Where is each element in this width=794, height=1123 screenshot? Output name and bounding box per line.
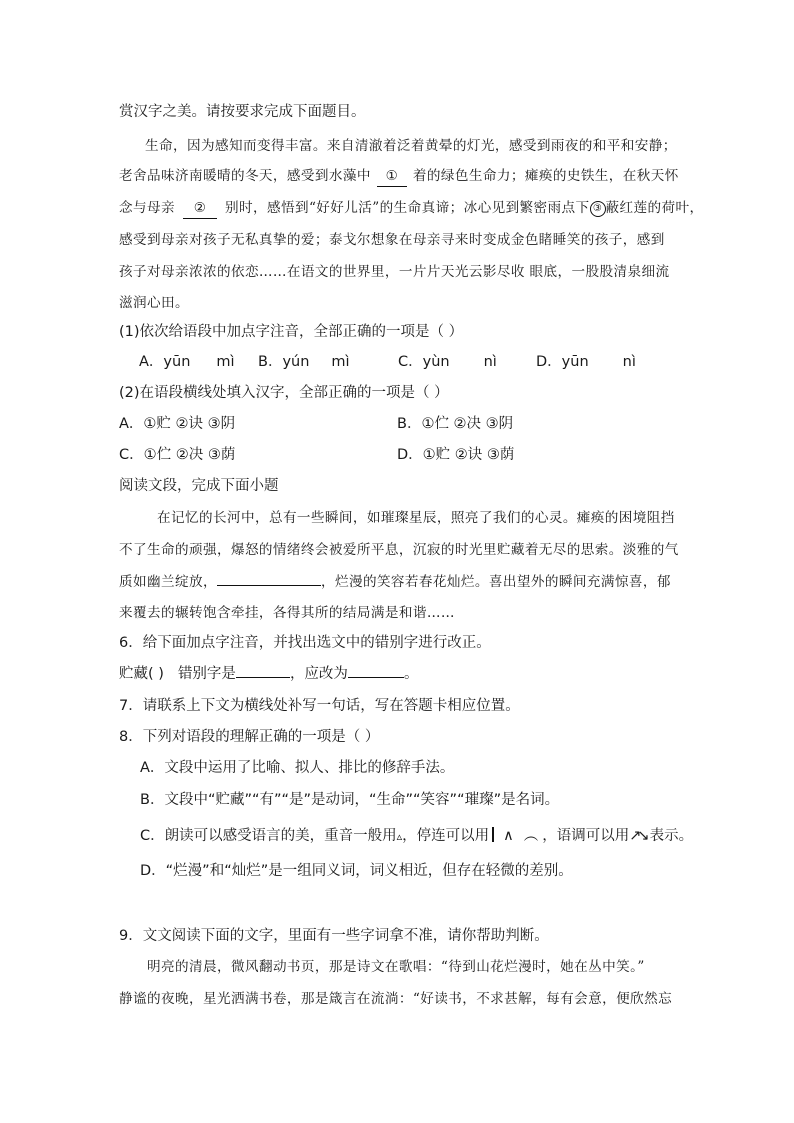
- passage-3-line-1: 明亮的清晨，微风翻动书页，那是诗文在歌唱：“待到山花烂漫时，她在丛中笑。”: [147, 959, 645, 975]
- q8-option-b[interactable]: B．文段中“贮藏”“有”“是”是动词，“生命”“笑容”“璀璨”是名词。: [140, 792, 560, 808]
- question-7-stem: 7．请联系上下文为横线处补写一句话，写在答题卡相应位置。: [119, 698, 520, 714]
- question-2-stem: (2)在语段横线处填入汉字，全部正确的一项是（ ）: [119, 385, 449, 401]
- passage-2-line-2: 不了生命的顽强，爆怒的情绪终会被爱所平息，沉寂的时光里贮藏着无尽的思索。淡雅的气: [119, 542, 679, 558]
- question-1-stem: (1)依次给语段中加点字注音，全部正确的一项是（ ）: [119, 324, 464, 340]
- question-8-stem: 8．下列对语段的理解正确的一项是（ ）: [119, 729, 380, 745]
- blank-3: ③: [590, 201, 606, 217]
- question-9-stem: 9．文文阅读下面的文字，里面有一些字词拿不准，请你帮助判断。: [119, 928, 549, 944]
- q8-option-a[interactable]: A．文段中运用了比喻、拟人、排比的修辞手法。: [140, 760, 455, 776]
- pause-caret-icon: ∧: [503, 828, 514, 844]
- link-arc-icon: ︵: [523, 828, 539, 844]
- passage-1-line-5: 孩子对母亲浓浓的依恋……在语文的世界里，一片片天光云影尽收 眼底，一股股清泉细流: [119, 264, 670, 280]
- pause-bar-icon: [492, 827, 494, 842]
- q1-option-a[interactable]: A．yūn mì: [139, 354, 235, 370]
- blank-2: ②: [183, 198, 217, 219]
- q2-option-b[interactable]: B．①伫 ②决 ③阴: [397, 416, 514, 432]
- blank-1: ①: [377, 166, 407, 187]
- passage-1-line-1: 生命，因为感知而变得丰富。来自清澈着泛着黄晕的灯光，感受到雨夜的和平和安静；: [145, 138, 677, 154]
- wrong-char-blank[interactable]: [236, 665, 290, 678]
- q2-option-c[interactable]: C．①伫 ②决 ③荫: [119, 447, 236, 463]
- intro-instruction: 赏汉字之美。请按要求完成下面题目。: [119, 104, 366, 120]
- passage-3-line-2: 静谧的夜晚，星光洒满书卷，那是箴言在流淌：“好读书，不求甚解，每有会意，便欣然忘: [119, 991, 673, 1007]
- accent-mark-icon: ▵: [396, 830, 403, 843]
- q2-option-d[interactable]: D．①贮 ②诀 ③荫: [397, 447, 515, 463]
- passage-1-line-6: 滋润心田。: [119, 295, 189, 311]
- passage-1-line-4: 感受到母亲对孩子无私真挚的爱；泰戈尔想象在母亲寻来时变成金色睹睡笑的孩子，感到: [119, 232, 665, 248]
- q8-option-d[interactable]: D．“烂漫”和“灿烂”是一组同义词，词义相近，但存在轻微的差别。: [140, 863, 573, 879]
- intonation-arrow-icon: ↗↘: [629, 828, 646, 844]
- passage-1-line-3: 念与母亲 ② 别时，感悟到“好好儿活”的生命真谛；冰心见到繁密雨点下 ③ 蔽红莲的荷叶，: [119, 198, 704, 219]
- q1-option-b[interactable]: B．yún mì: [258, 354, 350, 370]
- q8-option-c[interactable]: C．朗读可以感受语言的美，重音一般用▵，停连可以用 ∧ ︵ ，语调可以用↗↘ 表示。: [140, 828, 694, 844]
- fill-in-blank-line[interactable]: [217, 573, 321, 586]
- passage-1-line-2: 老舍品味济南暖晴的冬天，感受到水藻中 ① 着的绿色生命力；瘫痪的史铁生，在秋天怀: [119, 166, 679, 187]
- passage-2-line-4: 来覆去的辗转饱含牵挂，各得其所的结局满是和谐……: [119, 605, 455, 621]
- passage-2-line-3: 质如幽兰绽放， ，烂漫的笑容若春花灿烂。喜出望外的瞬间充满惊喜，郁: [119, 574, 671, 590]
- q1-option-c[interactable]: C．yùn nì: [398, 354, 497, 370]
- q2-option-a[interactable]: A．①贮 ②诀 ③阴: [119, 416, 236, 432]
- correction-blank[interactable]: [348, 665, 404, 678]
- section-title: 阅读文段，完成下面小题: [119, 478, 279, 494]
- question-6-answer-line: 贮藏( ) 错别字是 ，应改为 。: [119, 666, 419, 682]
- passage-2-line-1: 在记忆的长河中，总有一些瞬间，如璀璨星辰，照亮了我们的心灵。瘫痪的困境阻挡: [157, 510, 675, 526]
- q1-option-d[interactable]: D．yūn nì: [536, 354, 636, 370]
- question-6-stem: 6．给下面加点字注音，并找出选文中的错别字进行改正。: [119, 635, 491, 651]
